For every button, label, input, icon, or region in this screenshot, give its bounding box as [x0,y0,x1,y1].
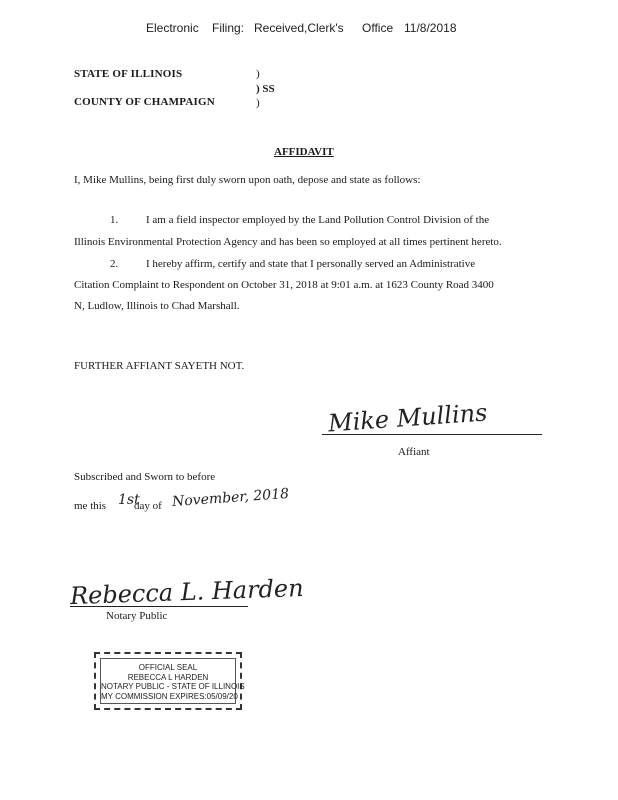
jurat-me-this: me this [74,500,107,512]
jurat-month-year-handwritten: November, 2018 [171,485,290,511]
notary-label: Notary Public [106,610,168,622]
filing-header-electronic: Electronic [146,21,199,35]
jurat-line-1: Subscribed and Sworn to before [74,471,216,483]
filing-header-date: 11/8/2018 [404,21,457,35]
venue-paren-bottom: ) [256,97,260,109]
paragraph-1-number: 1. [110,214,119,226]
venue-county: COUNTY OF CHAMPAIGN [74,96,215,108]
seal-line-3: NOTARY PUBLIC - STATE OF ILLINOIS [101,682,245,691]
official-seal-stamp [94,652,245,710]
filing-header-filing: Filing: [212,21,245,35]
jurat-day-of: day of [134,500,162,512]
paragraph-2-number: 2. [110,258,119,270]
jurat-day-handwritten: 1st [118,492,140,508]
document-title: AFFIDAVIT [274,146,334,158]
seal-line-2: REBECCA L HARDEN [127,672,209,682]
paragraph-2-line-1: I hereby affirm, certify and state that I personally served an Administrative [146,258,476,270]
notary-signature-line [70,606,248,607]
closing-statement: FURTHER AFFIANT SAYETH NOT. [74,360,245,372]
intro-paragraph: I, Mike Mullins, being first duly sworn upon oath, depose and state as follows: [74,174,421,186]
venue-paren-top: ) [256,68,260,80]
paragraph-2-line-3: N, Ludlow, Illinois to Chad Marshall. [74,300,240,312]
seal-line-4: MY COMMISSION EXPIRES:05/09/20 [101,691,238,701]
paragraph-1-line-1: I am a field inspector employed by the Land Pollution Control Division of the [146,214,490,226]
venue-state: STATE OF ILLINOIS [74,68,183,80]
official-seal-inner-border [100,658,245,704]
paragraph-1-line-2: Illinois Environmental Protection Agency and has been so employed at all times pertinent hereto. [74,236,502,248]
filing-header-received: Received,Clerk's [254,21,344,35]
venue-ss: ) SS [256,83,275,95]
filing-header-office: Office [362,21,394,35]
paragraph-2-line-2: Citation Complaint to Respondent on October 31, 2018 at 9:01 a.m. at 1623 County Road 3400 [74,279,494,291]
affiant-signature: Mike Mullins [327,398,489,438]
affiant-signature-line [322,434,542,435]
affiant-label: Affiant [398,446,430,458]
seal-line-1: OFFICIAL SEAL [138,663,198,672]
notary-signature: Rebecca L. Harden [69,573,305,611]
